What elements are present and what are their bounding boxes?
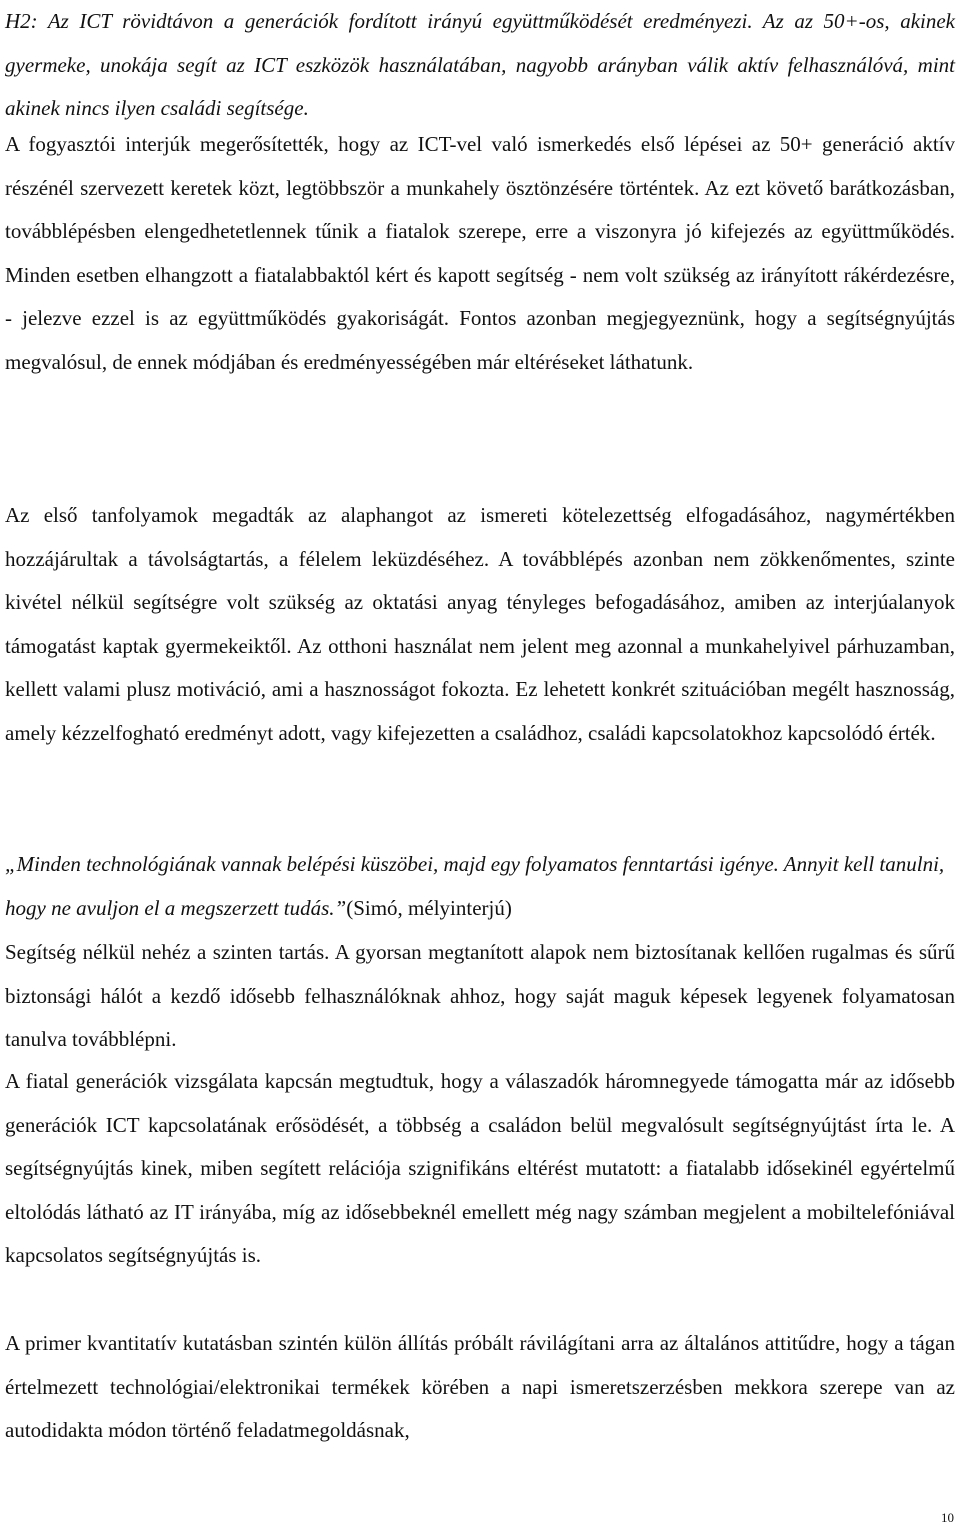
paragraph-maintaining-level: Segítség nélkül nehéz a szinten tartás. A gyorsan megtanított alapok nem biztosítanak kellően rugalmas és sűrű biztonsági hálót a kezdő idősebb felhasználóknak ahhoz, hogy saját maguk képesek legyenek folyamatosan tanulva továbblépni.: [5, 940, 955, 1052]
paragraph-first-courses: Az első tanfolyamok megadták az alaphangot az ismereti kötelezettség elfogadásához, nagymértékben hozzájárultak a távolságtartás, a félelem leküzdéséhez. A továbblépés azonban nem zökkenőmentes, szinte kivétel nélkül segítségre volt szükség az oktatási anyag tényleges befogadásához, amiben az interjúalanyok támogatást kaptak gyermekeiktől. Az otthoni használat nem jelent meg azonnal a munkahelyivel párhuzamban, kellett valami plusz motiváció, ami a hasznosságot fokozta. Ez lehetett konkrét szituációban megélt hasznosság, amely kézzelfogható eredményt adott, vagy kifejezetten a családhoz, családi kapcsolatokhoz kapcsolódó érték.: [5, 503, 955, 745]
interview-quote: [5, 843, 955, 930]
hypothesis-h2: H2: Az ICT rövidtávon a generációk fordított irányú együttműködését eredményezi. Az az 50+-os, akinek gyermeke, unokája segít az ICT eszközök használatában, nagyobb arányban válik aktív felhasználóvá, mint akinek nincs ilyen családi segítsége.: [5, 9, 955, 120]
page-number: 10: [941, 1510, 954, 1525]
quote-text: „Minden technológiának vannak belépési küszöbei, majd egy folyamatos fenntartási igénye. Annyit kell tanulni, hogy ne avuljon el a megszerzett tudás.”: [5, 852, 945, 920]
quote-source: (Simó, mélyinterjú): [346, 895, 512, 920]
paragraph-young-generations: A fiatal generációk vizsgálata kapcsán megtudtuk, hogy a válaszadók háromnegyede támogatta már az idősebb generációk ICT kapcsolatának erősödését, a többség a családon belül megvalósult segítségnyújtást írta le. A segítségnyújtás kinek, miben segített relációja szignifikáns eltérést mutatott: a fiatalabb idősekinél egyértelmű eltolódás látható az IT irányába, míg az idősebbeknél emellett még nagy számban megjelent a mobiltelefóniával kapcsolatos segítségnyújtás is.: [5, 1069, 955, 1268]
paragraph-quantitative-research: A primer kvantitatív kutatásban szintén külön állítás próbált rávilágítani arra az általános attitűdre, hogy a tágan értelmezett technológiai/elektronikai termékek körében a napi ismeretszerzésben mekkora szerepe van az autodidakta módon történő feladatmegoldásnak,: [5, 1331, 955, 1443]
paragraph-interviews: A fogyasztói interjúk megerősítették, hogy az ICT-vel való ismerkedés első lépései az 50+ generáció aktív részénél szervezett keretek közt, legtöbbször a munkahely ösztönzésére történtek. Az ezt követő barátkozásban, továbblépésben elengedhetetlennek tűnik a fiatalok szerepe, erre a viszonyra jó kifejezés az együttműködés. Minden esetben elhangzott a fiatalabbaktól kért és kapott segítség - nem volt szükség az irányított rákérdezésre, - jelezve ezzel is az együttműködés gyakoriságát. Fontos azonban megjegyeznünk, hogy a segítségnyújtás megvalósul, de ennek módjában és eredményességében már eltéréseket láthatunk.: [5, 132, 955, 374]
